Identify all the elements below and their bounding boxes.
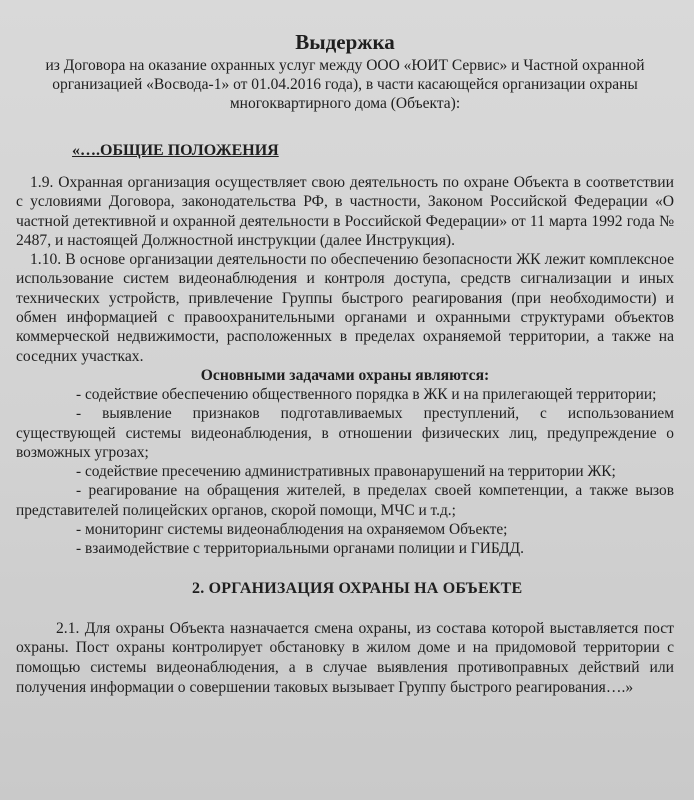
document-title: Выдержка	[295, 30, 395, 54]
goal-item: - мониторинг системы видеонаблюдения на охраняемом Объекте;	[76, 521, 508, 539]
section-heading-organization: 2. ОРГАНИЗАЦИЯ ОХРАНЫ НА ОБЪЕКТЕ	[192, 579, 523, 597]
goal-item: - содействие обеспечению общественного порядка в ЖК и на прилегающей территории;	[76, 385, 657, 403]
paragraph-2-1: 2.1. Для охраны Объекта назначается смена охраны, из состава которой выставляется пост охраны. Пост охраны контролирует обстановку в жилом доме и на придомовой территории с помощью системы видеонаблюдения, а в случае выявления противоправных действий или получения информации о совершении таковых вызывает Группу быстрого реагирования….»	[16, 619, 674, 697]
paragraph-1-10: 1.10. В основе организации деятельности по обеспечению безопасности ЖК лежит комплексное использование систем видеонаблюдения и контроля доступа, средств сигнализации и иных технических устройств, привлечение Группы быстрого реагирования (при необходимости) и обмен информацией с правоохранительными органами и охранными структурами объектов коммерческой недвижимости, расположенных в пределах охраняемой территории, а также на соседних участках.	[16, 251, 674, 365]
section-heading-general: «….ОБЩИЕ ПОЛОЖЕНИЯ	[72, 142, 279, 159]
goals-heading: Основными задачами охраны являются:	[200, 366, 490, 384]
goal-item: - выявление признаков подготавливаемых преступлений, с использованием существующей системы видеонаблюдения, в отношении физических лиц, предупреждение о возможных угрозах;	[16, 405, 674, 461]
goal-item: - реагирование на обращения жителей, в пределах своей компетенции, а также вызов представителей полицейских органов, скорой помощи, МЧС и т.д.;	[16, 482, 674, 519]
paragraph-1-9: 1.9. Охранная организация осуществляет свою деятельность по охране Объекта в соответствии с условиями Договора, законодательства РФ, в частности, Законом Российской Федерации «О частной детективной и охранной деятельности в Российской Федерации» от 11 марта 1992 года № 2487, и настоящей Должностной инструкции (далее Инструкция).	[16, 174, 674, 249]
goal-item: - содействие пресечению административных правонарушений на территории ЖК;	[76, 463, 616, 481]
document-subtitle: из Договора на оказание охранных услуг между ООО «ЮИТ Сервис» и Частной охранной организацией «Восвода-1» от 01.04.2016 года), в части касающейся организации охраны многоквартирного дома (Объекта):	[45, 57, 645, 112]
goal-item: - взаимодействие с территориальными органами полиции и ГИБДД.	[76, 540, 524, 558]
